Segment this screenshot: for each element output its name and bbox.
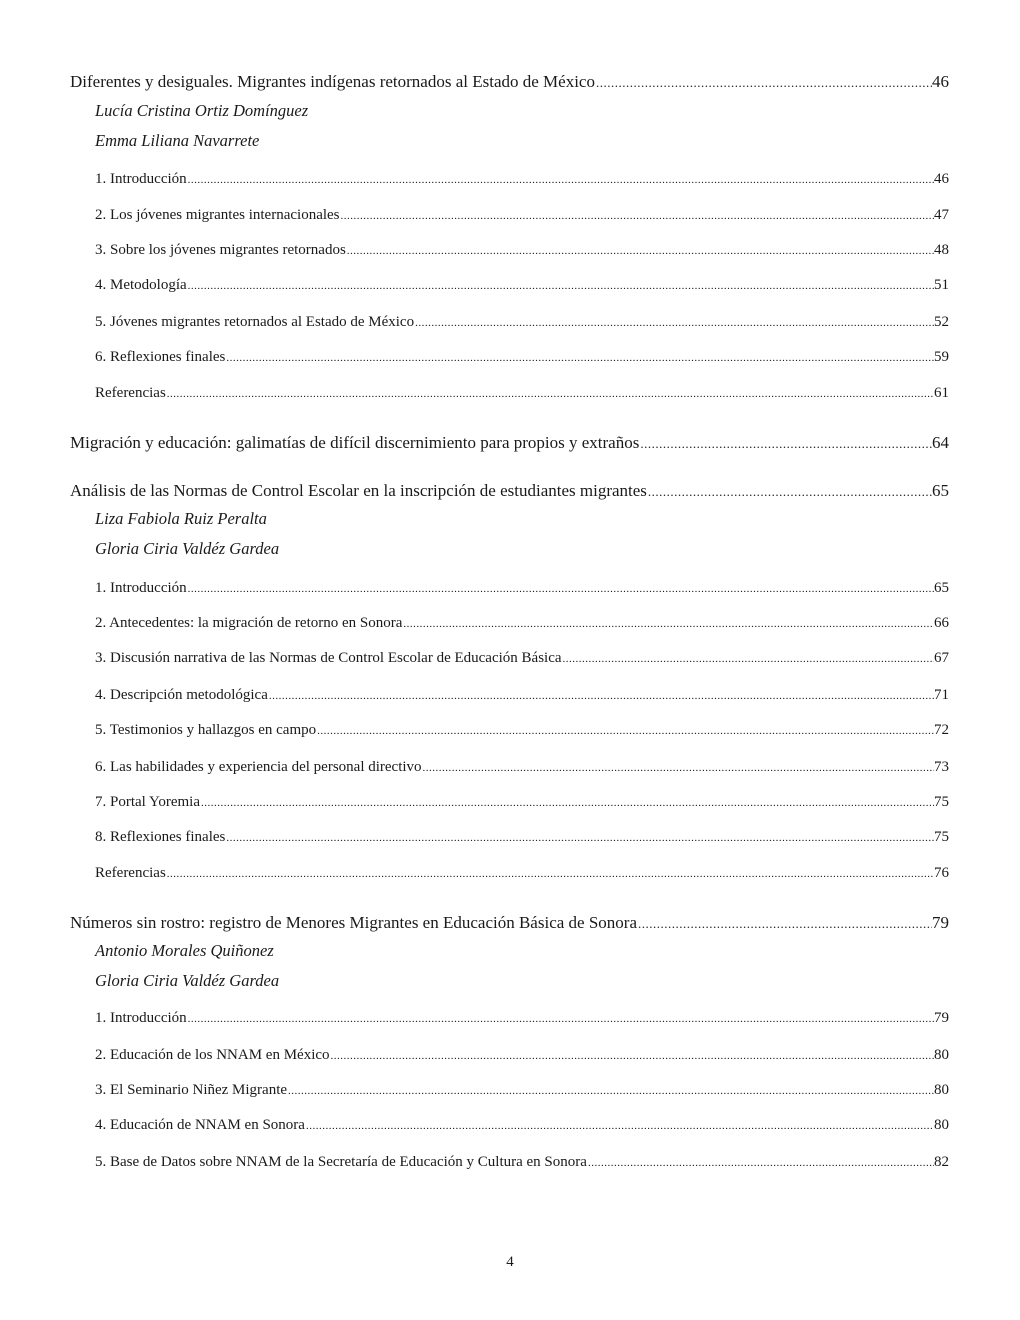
dot-leader [188,583,934,595]
section-title: 1. Introducción [95,171,187,187]
chapter-title: Diferentes y desiguales. Migrantes indígenas retornados al Estado de México [70,72,595,91]
page-footer-number: 4 [506,1254,514,1270]
section-title: 5. Base de Datos sobre NNAM de la Secretaría de Educación y Cultura en Sonora [95,1154,587,1170]
page-number: 71 [934,687,949,703]
dot-leader [341,210,934,222]
section-title: 1. Introducción [95,1010,187,1026]
dot-leader [269,690,934,702]
page-number: 79 [934,1010,949,1026]
page-number: 47 [934,207,949,223]
dot-leader [188,1013,934,1025]
section-title: 4. Metodología [95,277,187,293]
page-number: 75 [934,829,949,845]
toc-section-entry[interactable] [95,580,949,597]
section-title: 2. Educación de los NNAM en México [95,1047,330,1063]
toc-section-entry[interactable] [95,349,949,366]
chapter-author: Gloria Ciria Valdéz Gardea [95,971,280,990]
dot-leader [226,352,934,364]
toc-section-entry[interactable] [95,865,949,882]
toc-section-entry[interactable] [95,650,949,667]
page-number: 51 [934,277,949,293]
section-title: 3. Discusión narrativa de las Normas de Control Escolar de Educación Básica [95,650,562,666]
section-title: 8. Reflexiones finales [95,829,226,845]
page-number: 61 [934,385,949,401]
dot-leader [640,436,932,452]
chapter-author: Antonio Morales Quiñonez [95,941,274,960]
toc-section-entry[interactable] [95,242,949,259]
chapter-author: Lucía Cristina Ortiz Domínguez [95,101,309,120]
page-number: 46 [932,72,949,91]
toc-chapter-entry[interactable] [70,72,949,92]
dot-leader [188,174,934,186]
dot-leader [638,916,932,932]
page-number: 48 [934,242,949,258]
chapter-author: Liza Fabiola Ruiz Peralta [95,509,267,528]
toc-section-entry[interactable] [95,1154,949,1171]
chapter-title: Números sin rostro: registro de Menores Migrantes en Educación Básica de Sonora [70,913,637,932]
toc-section-entry[interactable] [95,1047,949,1064]
page-number: 67 [934,650,949,666]
dot-leader [317,725,934,737]
section-title: 5. Testimonios y hallazgos en campo [95,722,317,738]
section-title: 2. Los jóvenes migrantes internacionales [95,207,340,223]
section-title: 6. Reflexiones finales [95,349,226,365]
toc-section-entry[interactable] [95,829,949,846]
chapter-title: Análisis de las Normas de Control Escolar en la inscripción de estudiantes migrantes [70,481,647,500]
page-number: 59 [934,349,949,365]
toc-chapter-entry[interactable] [70,433,949,453]
dot-leader [167,388,934,400]
page-number: 72 [934,722,949,738]
toc-section-entry[interactable] [95,687,949,704]
dot-leader [167,868,934,880]
toc-section-entry[interactable] [95,759,949,776]
toc-section-entry[interactable] [95,615,949,632]
dot-leader [588,1157,934,1169]
section-title: 3. El Seminario Niñez Migrante [95,1082,288,1098]
section-title: 7. Portal Yoremia [95,794,200,810]
toc-section-entry[interactable] [95,1117,949,1134]
dot-leader [648,484,932,500]
dot-leader [596,75,932,91]
page-number: 79 [932,913,949,932]
dot-leader [188,280,934,292]
page-number: 66 [934,615,949,631]
toc-section-entry[interactable] [95,171,949,188]
dot-leader [347,245,934,257]
toc-section-entry[interactable] [95,722,949,739]
page-number: 46 [934,171,949,187]
section-title: Referencias [95,385,166,401]
section-title: Referencias [95,865,166,881]
dot-leader [201,797,934,809]
page-number: 52 [934,314,949,330]
page-number: 65 [932,481,949,500]
chapter-title: Migración y educación: galimatías de difícil discernimiento para propios y extraños [70,433,640,452]
dot-leader [331,1050,934,1062]
dot-leader [423,762,934,774]
toc-chapter-entry[interactable] [70,913,949,933]
toc-section-entry[interactable] [95,794,949,811]
dot-leader [415,317,934,329]
page-number: 80 [934,1117,949,1133]
dot-leader [306,1120,934,1132]
toc-section-entry[interactable] [95,385,949,402]
section-title: 5. Jóvenes migrantes retornados al Estado de México [95,314,415,330]
section-title: 6. Las habilidades y experiencia del personal directivo [95,759,422,775]
toc-section-entry[interactable] [95,207,949,224]
dot-leader [288,1085,934,1097]
chapter-author: Gloria Ciria Valdéz Gardea [95,539,280,558]
section-title: 1. Introducción [95,580,187,596]
section-title: 3. Sobre los jóvenes migrantes retornados [95,242,346,258]
section-title: 2. Antecedentes: la migración de retorno en Sonora [95,615,403,631]
toc-section-entry[interactable] [95,1010,949,1027]
toc-section-entry[interactable] [95,277,949,294]
page-number: 75 [934,794,949,810]
page-number: 76 [934,865,949,881]
section-title: 4. Educación de NNAM en Sonora [95,1117,305,1133]
page-number: 65 [934,580,949,596]
page-number: 64 [932,433,949,452]
dot-leader [226,832,934,844]
page-number: 80 [934,1082,949,1098]
page-number: 82 [934,1154,949,1170]
dot-leader [563,653,934,665]
chapter-author: Emma Liliana Navarrete [95,131,260,150]
page-number: 80 [934,1047,949,1063]
dot-leader [403,618,934,630]
toc-chapter-entry[interactable] [70,481,949,501]
section-title: 4. Descripción metodológica [95,687,268,703]
toc-section-entry[interactable] [95,314,949,331]
toc-section-entry[interactable] [95,1082,949,1099]
page-number: 73 [934,759,949,775]
